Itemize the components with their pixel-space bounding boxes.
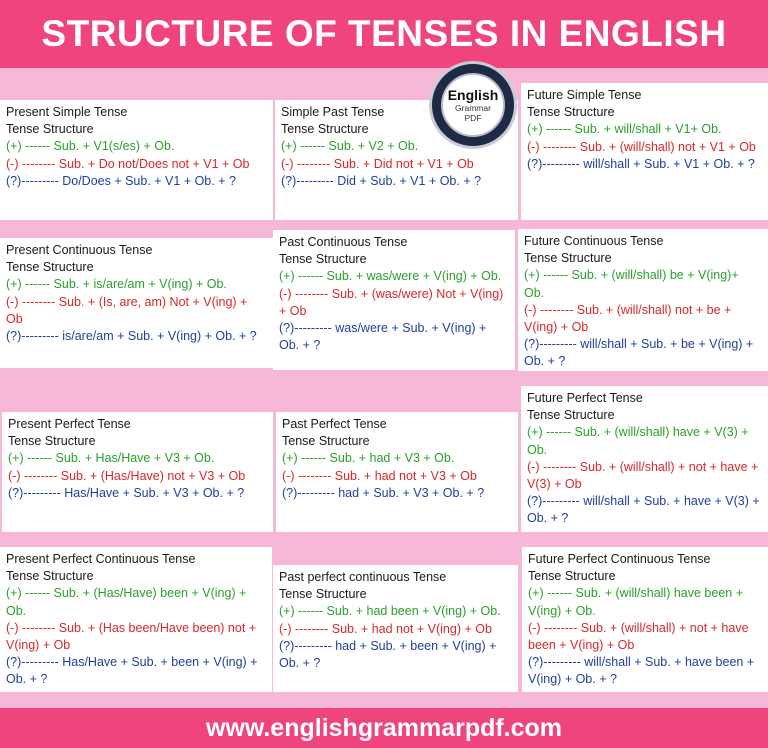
tense-name: Future Perfect Continuous Tense xyxy=(528,552,711,566)
tense-card-present-continuous xyxy=(0,238,273,368)
tense-card-past-continuous xyxy=(273,230,515,370)
positive-structure: (+) ------ Sub. + was/were + V(ing) + Ob. xyxy=(279,269,502,284)
positive-structure: (+) ------ Sub. + is/are/am + V(ing) + Ob. xyxy=(6,277,227,292)
tense-subtitle: Tense Structure xyxy=(282,434,370,449)
tense-name: Simple Past Tense xyxy=(281,105,385,119)
positive-structure: (+) ------ Sub. + (Has/Have) been + V(ing) + Ob. xyxy=(6,586,247,618)
negative-structure: (-) -------- Sub. + (will/shall) + not + have been + V(ing) + Ob xyxy=(528,620,749,653)
tense-subtitle: Tense Structure xyxy=(524,251,612,266)
question-structure: (?)--------- Do/Does + Sub. + V1 + Ob. + ? xyxy=(6,173,236,188)
english-grammar-pdf-logo xyxy=(429,61,517,149)
tense-card-past-perfect-continuous xyxy=(273,565,518,692)
logo-text-english: English xyxy=(447,86,499,103)
website-url: www.englishgrammarpdf.com xyxy=(205,713,563,742)
negative-structure: (-) -------- Sub. + (will/shall) not + be + V(ing) + Ob xyxy=(524,302,732,335)
tense-subtitle: Tense Structure xyxy=(281,122,369,137)
tense-subtitle: Tense Structure xyxy=(6,260,94,275)
tense-subtitle: Tense Structure xyxy=(527,408,615,423)
negative-structure: (-) -------- Sub. + (was/were) Not + V(ing) + Ob xyxy=(279,286,504,318)
tense-subtitle: Tense Structure xyxy=(527,105,615,120)
logo-text-pdf: PDF xyxy=(464,112,482,123)
tense-name: Present Perfect Continuous Tense xyxy=(6,552,196,566)
question-structure: (?)--------- was/were + Sub. + V(ing) + Ob. + ? xyxy=(279,321,487,353)
tense-name: Present Simple Tense xyxy=(6,105,128,119)
negative-structure: (-) -------- Sub. + (Has been/Have been) not + V(ing) + Ob xyxy=(6,620,257,653)
tense-card-past-perfect xyxy=(276,412,518,532)
negative-structure: (-) -------- Sub. + (Has/Have) not + V3 + Ob xyxy=(8,468,246,483)
positive-structure: (+) ------ Sub. + will/shall + V1+ Ob. xyxy=(527,122,722,137)
tense-subtitle: Tense Structure xyxy=(279,587,367,602)
tense-card-future-perfect xyxy=(521,386,768,532)
tense-card-future-simple xyxy=(521,83,768,220)
tense-name: Future Simple Tense xyxy=(527,88,642,102)
negative-structure: (-) -------- Sub. + Do not/Does not + V1 + Ob xyxy=(6,156,250,171)
logo-text-grammar: Grammar xyxy=(455,102,491,113)
question-structure: (?)--------- will/shall + Sub. + have been + V(ing) + Ob. + ? xyxy=(528,655,755,687)
question-structure: (?)--------- will/shall + Sub. + be + V(ing) + Ob. + ? xyxy=(524,337,754,369)
tense-card-present-simple xyxy=(0,100,273,220)
positive-structure: (+) ------ Sub. + (will/shall) have been + V(ing) + Ob. xyxy=(528,586,744,618)
question-structure: (?)--------- Has/Have + Sub. + V3 + Ob. + ? xyxy=(8,485,245,500)
tense-subtitle: Tense Structure xyxy=(6,122,94,137)
logo-badge xyxy=(441,73,505,137)
positive-structure: (+) ------ Sub. + Has/Have + V3 + Ob. xyxy=(8,451,215,466)
question-structure: (?)--------- will/shall + Sub. + V1 + Ob. + ? xyxy=(527,156,755,171)
negative-structure: (-) -------- Sub. + Did not + V1 + Ob xyxy=(281,156,474,171)
tense-card-future-perfect-continuous xyxy=(522,547,768,692)
question-structure: (?)--------- Did + Sub. + V1 + Ob. + ? xyxy=(281,173,482,188)
question-structure: (?)--------- is/are/am + Sub. + V(ing) + Ob. + ? xyxy=(6,329,257,344)
negative-structure: (-) -------- Sub. + (will/shall) not + V1 + Ob xyxy=(527,139,756,154)
page-title: STRUCTURE OF TENSES IN ENGLISH xyxy=(41,13,727,54)
tense-subtitle: Tense Structure xyxy=(8,434,96,449)
tense-subtitle: Tense Structure xyxy=(528,569,616,584)
tense-name: Future Continuous Tense xyxy=(524,234,664,248)
tense-card-future-continuous xyxy=(518,229,768,371)
tense-subtitle: Tense Structure xyxy=(6,569,94,584)
negative-structure: (-) -------- Sub. + had not + V(ing) + Ob xyxy=(279,621,492,636)
question-structure: (?)--------- had + Sub. + V3 + Ob. + ? xyxy=(282,485,485,500)
positive-structure: (+) ------ Sub. + V1(s/es) + Ob. xyxy=(6,139,175,154)
tense-card-present-perfect-continuous xyxy=(0,547,272,692)
question-structure: (?)--------- Has/Have + Sub. + been + V(ing) + Ob. + ? xyxy=(6,655,258,687)
tense-name: Past perfect continuous Tense xyxy=(279,570,447,584)
title-banner xyxy=(0,0,768,68)
tense-card-present-perfect xyxy=(2,412,273,532)
footer-banner xyxy=(0,708,768,748)
tense-name: Future Perfect Tense xyxy=(527,391,643,405)
question-structure: (?)--------- had + Sub. + been + V(ing) + Ob. + ? xyxy=(279,638,497,671)
positive-structure: (+) ------ Sub. + had + V3 + Ob. xyxy=(282,451,455,466)
positive-structure: (+) ------ Sub. + V2 + Ob. xyxy=(281,139,419,154)
positive-structure: (+) ------ Sub. + (will/shall) have + V(3) + Ob. xyxy=(527,425,749,457)
tense-name: Present Perfect Tense xyxy=(8,417,131,431)
positive-structure: (+) ------ Sub. + (will/shall) be + V(ing)+ Ob. xyxy=(524,268,739,300)
negative-structure: (-) -------- Sub. + had not + V3 + Ob xyxy=(282,468,477,483)
negative-structure: (-) -------- Sub. + (will/shall) + not + have + V(3) + Ob xyxy=(527,459,759,492)
positive-structure: (+) ------ Sub. + had been + V(ing) + Ob. xyxy=(279,604,501,619)
tense-name: Present Continuous Tense xyxy=(6,243,153,257)
tense-name: Past Continuous Tense xyxy=(279,235,408,249)
tense-name: Past Perfect Tense xyxy=(282,417,387,431)
question-structure: (?)--------- will/shall + Sub. + have + V(3) + Ob. + ? xyxy=(527,494,760,526)
tense-subtitle: Tense Structure xyxy=(279,252,367,267)
negative-structure: (-) -------- Sub. + (Is, are, am) Not + V(ing) + Ob xyxy=(6,294,248,326)
